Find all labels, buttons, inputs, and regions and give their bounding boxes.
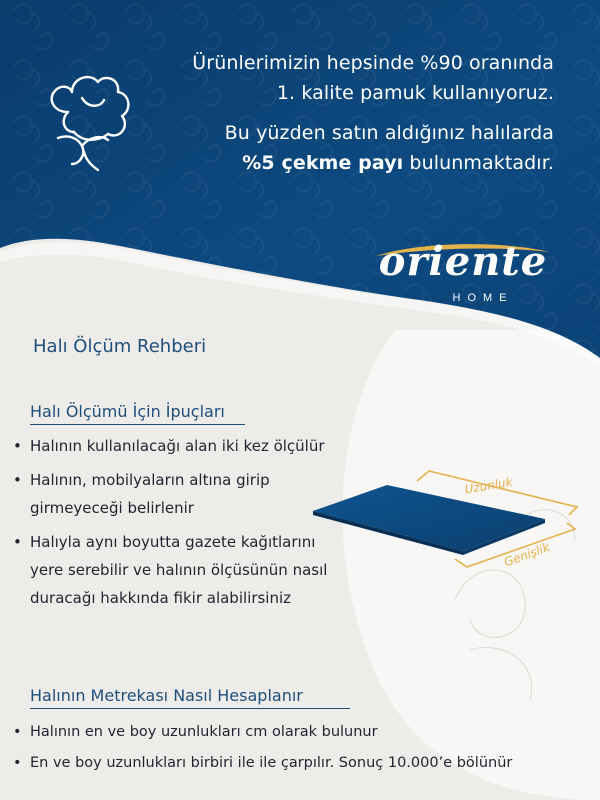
header-line-3: Bu yüzden satın aldığınız halılarda: [224, 122, 554, 144]
tip-text: Halıyla aynı boyutta gazete kağıtlarını: [30, 533, 316, 551]
header-line-2: 1. kalite pamuk kullanıyoruz.: [276, 82, 554, 104]
bullet-icon: •: [13, 533, 22, 551]
area-list: [10, 718, 595, 780]
header-line-4-rest: bulunmaktadır.: [403, 152, 554, 174]
list-item: [10, 749, 595, 777]
logo-wordmark: oriente: [378, 238, 548, 285]
header-line-1: Ürünlerimizin hepsinde %90 oranında: [192, 52, 554, 74]
tip-text: Halının kullanılacağı alan iki kez ölçülür: [30, 437, 325, 455]
shrinkage-highlight: %5 çekme payı: [242, 152, 404, 174]
tip-text: Halının, mobilyaların altına girip: [30, 471, 270, 489]
area-step-text: Halının en ve boy uzunlukları cm olarak bulunur: [30, 724, 378, 740]
length-label: Uzunluk: [463, 474, 514, 497]
area-section-title-text: Halının Metrekası Nasıl Hesaplanır: [30, 686, 303, 705]
logo-subtitle: HOME: [452, 292, 514, 304]
rug-measure-diagram: [305, 465, 595, 575]
area-section-title: [30, 686, 350, 709]
list-item: [10, 718, 595, 746]
bullet-icon: •: [13, 471, 22, 489]
header-message: [134, 48, 554, 178]
list-item: [10, 432, 370, 460]
tips-section-title: [30, 402, 245, 425]
tip-text: duracağı hakkında fikir alabilirsiniz: [30, 589, 292, 607]
bullet-icon: •: [13, 755, 22, 771]
width-label: Genişlik: [502, 539, 552, 570]
tips-section-title-text: Halı Ölçümü İçin İpuçları: [30, 402, 225, 421]
tip-text: girmeyeceği belirlenir: [30, 499, 194, 517]
rug-shape: [313, 485, 545, 551]
bullet-icon: •: [13, 724, 22, 740]
guide-title: Halı Ölçüm Rehberi: [33, 336, 207, 357]
area-step-text: En ve boy uzunlukları birbiri ile ile çarpılır. Sonuç 10.000’e bölünür: [30, 755, 513, 771]
tip-text: yere serebilir ve halının ölçüsünün nasıl: [30, 561, 328, 579]
cotton-icon: [38, 68, 138, 172]
bullet-icon: •: [13, 437, 22, 455]
header-line-4: [134, 148, 554, 178]
brand-logo: [368, 236, 558, 312]
